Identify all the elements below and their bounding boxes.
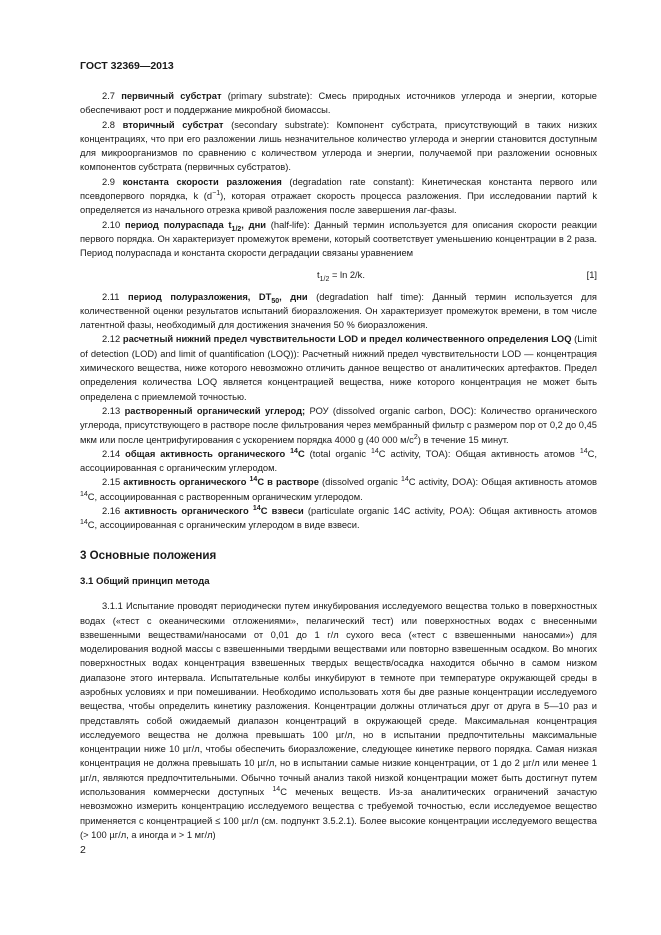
formula-1 (80, 264, 597, 288)
def-term-text: активность органического (124, 506, 253, 517)
def-text: (Limit of detection (LOD) and limit of quantification (LOQ)): Расчетный нижний предел чувствительности LOD — концентрация химического вещества, ниже которого невозможно отличить данное вещество от аналитических артефактов. Предел определения количества LOQ является концентрацией вещества, ниже которого концентрация не может быть определена с приемлемой точностью. (80, 334, 597, 402)
definition-2-14 (80, 447, 597, 476)
def-superscript: 14 (579, 447, 588, 455)
def-text: РОУ (dissolved organic carbon, DOC): Количество органического углерода, присутствующего в растворе после фильтрования через мембранный фильтр с размером пор от 0,2 до 0,45 мкм или после центрифугирования с ускорением порядка 4000 g (40 000 м/с (80, 405, 597, 445)
def-superscript: 14 (80, 490, 88, 498)
def-term (123, 477, 319, 487)
paragraph-3-1-1 (80, 599, 597, 842)
def-term-text: общая активность органического (125, 448, 291, 459)
def-text: ) в течение 15 минут. (417, 434, 509, 445)
def-term-tail: C взвеси (260, 506, 304, 517)
section-heading: 3 Основные положения (80, 548, 217, 562)
definition-2-13 (80, 404, 597, 447)
def-number: 2.16 (102, 506, 121, 517)
definition-2-9 (80, 175, 597, 218)
def-term (125, 449, 305, 459)
def-text: (total organic (304, 448, 371, 459)
def-number: 2.10 (102, 219, 121, 230)
def-text: C activity, TOA): Общая активность атомов (378, 448, 580, 459)
def-text: С, ассоциированная с органическим углеродом в виде взвеси. (87, 520, 360, 531)
formula-rhs: = ln 2/k. (329, 269, 365, 280)
def-term: расчетный нижний предел чувствительности LOD и предел количественного определения LOQ (122, 334, 572, 345)
definition-2-12 (80, 332, 597, 403)
document-code: ГОСТ 32369—2013 (80, 60, 174, 72)
paragraph-text: С меченых веществ. Из-за аналитических ограничений зачастую невозможно измерить концентрацию исследуемого вещества с требуемой точностью, если исследуемое вещество применяется с концентрацией ≤ 100 µг/л (см. подпункт 3.5.2.1). Более высокие концентрации исследуемого вещества (> 100 µг/л, а иногда и > 1 мг/л) (80, 787, 597, 840)
definition-2-7 (80, 89, 597, 118)
def-term-subscript: 1/2 (231, 225, 242, 233)
def-term: константа скорости разложения (122, 176, 282, 187)
def-superscript: 14 (80, 519, 88, 527)
def-number: 2.8 (102, 119, 115, 130)
def-text: (secondary substrate): Компонент субстрата, присутствующий в таких низких концентрациях, что при его разложении лишь незначительное количество углерода и энергии становится доступным для микроорганизмов по сравнению с количеством углерода и энергии, получаемой при разложении основных компонентов субстрата (первичных субстратов). (80, 119, 597, 173)
def-term-tail: , дни (241, 219, 266, 230)
def-term (128, 291, 308, 305)
def-superscript: 14 (371, 447, 379, 455)
def-term-superscript: 14 (249, 476, 258, 484)
page-number: 2 (80, 844, 86, 856)
paragraph-superscript: 14 (272, 785, 281, 793)
def-term: растворенный органический углерод; (124, 405, 306, 416)
def-superscript: 14 (400, 476, 409, 484)
def-text: (degradation rate constant): Кинетическая константа первого или псевдопервого порядка, k (d (80, 176, 597, 202)
def-text: (dissolved organic (318, 477, 401, 488)
def-term-superscript: 14 (290, 447, 298, 455)
def-term (124, 506, 303, 516)
def-text: (primary substrate): Смесь природных источников углерода и энергии, которые обеспечивают рост и поддержание микробной биомассы. (80, 91, 597, 116)
formula-expression (317, 268, 365, 282)
def-number: 2.11 (102, 291, 120, 302)
paragraph-text: 3.1.1 Испытание проводят периодически путем инкубирования исследуемого вещества только в поверхностных водах («тест с океаническими отложениями», пелагический тест) или поверхностных водах с внесенными взвешенными веществами/наносами от 0,01 до 1 г/л сухого веса («тест с взвешенными наносами») для моделирования водной массы с взвешенными твердыми веществами или повторно взвешенным осадком. Во многих поверхностных водах концентрация взвешенных твердых веществ/осадка находится обычно в самом низком диапазоне этого интервала. Испытательные колбы инкубируют в темноте при температуре окружающей среды в аэробных условиях и при помешивании. Необходимо использовать хотя бы две разные концентрации исследуемого вещества, чтобы определить кинетику разложения. Концентрации должны отличаться друг от друга в 5—10 раз и представлять собой ожидаемый диапазон концентраций в окружающей среде. Максимальная концентрация исследуемого вещества не должна превышать 100 µг/л, но в испытании предпочтительны максимальные концентрации ниже 10 µг/л, чтобы обеспечить биоразложение, следующее кинетике первого порядка. Самая низкая концентрация не должна превышать 10 µг/л, но в испытании самые низкие концентрации, от 1 до 2 µг/л или менее 1 µг/л, являются предпочтительными. Обычно точный анализ такой низкой концентрации может быть достигнут путем использования коммерчески доступных (80, 601, 597, 798)
def-text: (degradation half time): Данный термин используется для количественной оценки результатов испытаний биоразложения. Он характеризует промежуток времени, в том числе латентной фазы, необходимый для достижения значения 50 % биоразложения. (80, 291, 597, 331)
def-number: 2.15 (102, 477, 121, 488)
def-number: 2.7 (102, 91, 115, 101)
def-text: ), которая отражает скорость процесса разложения. При исследовании партий k определяется из начального отрезка кривой разложения после завершения лаг-фазы. (80, 191, 597, 216)
def-text: C activity, DOA): Общая активность атомов (408, 477, 597, 488)
page-content (80, 89, 597, 842)
def-number: 2.14 (102, 448, 121, 459)
definition-2-11 (80, 290, 597, 333)
definition-2-10 (80, 218, 597, 261)
def-term-text: период полуразложения, DT (128, 291, 272, 302)
formula-lhs-subscript: 1/2 (319, 275, 330, 283)
def-term-tail: , дни (279, 291, 308, 302)
def-number: 2.13 (102, 405, 121, 416)
def-superscript: −1 (212, 189, 221, 197)
def-term-text: период полураспада t (124, 219, 232, 230)
formula-lhs: t (317, 269, 320, 280)
definition-2-16 (80, 504, 597, 533)
def-term-superscript: 14 (252, 504, 261, 512)
def-text: С, ассоциированная с растворенным органическим углеродом. (87, 491, 363, 502)
def-text: (particulate organic 14C activity, POA): Общая активность атомов (303, 506, 597, 517)
subsection-heading: 3.1 Общий принцип метода (80, 575, 210, 587)
def-superscript: 2 (413, 433, 418, 441)
def-text: (half-life): Данный термин используется для описания скорости реакции первого порядка. Он характеризует промежуток времени, который соответствует уменьшению концентрации в 2 раза. Период полураспада и константа скорости деградации связаны уравнением (80, 219, 597, 259)
def-text: С, ассоциированная с органическим углеродом. (80, 448, 597, 474)
definition-2-15 (80, 475, 597, 504)
definition-2-8 (80, 118, 597, 175)
formula-number: [1] (586, 269, 597, 280)
def-term: первичный субстрат (121, 91, 222, 101)
def-term-subscript: 50 (271, 297, 280, 305)
def-term: вторичный субстрат (122, 119, 224, 130)
def-term (124, 219, 266, 233)
def-term-text: активность органического (123, 477, 250, 488)
def-term-tail: C в растворе (257, 477, 319, 488)
def-number: 2.12 (102, 334, 121, 345)
def-term-tail: C (297, 448, 305, 459)
def-number: 2.9 (102, 176, 115, 187)
